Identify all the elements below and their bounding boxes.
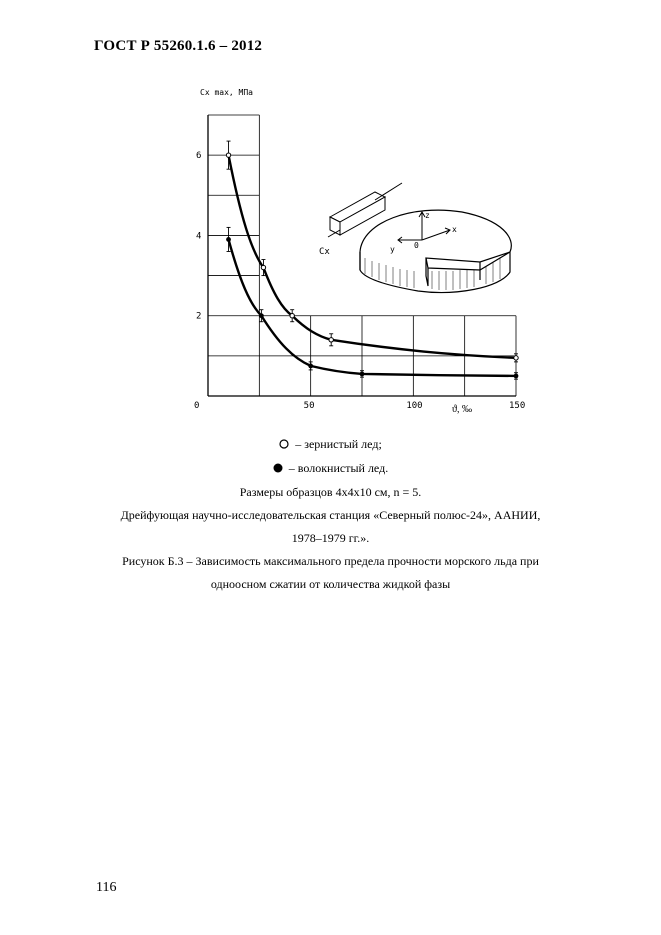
- figure-caption-line2: одноосном сжатии от количества жидкой фазы: [210, 577, 451, 591]
- x-tick-label: 100: [406, 401, 423, 411]
- data-point-open: [514, 356, 518, 360]
- legend-open-label: – зернистый лед;: [295, 437, 382, 451]
- inset-x-label: x: [452, 225, 457, 234]
- chart-svg: [180, 80, 530, 420]
- data-point-filled: [226, 237, 231, 242]
- data-point-open: [261, 265, 265, 269]
- inset-cx-label: Cx: [319, 247, 330, 257]
- figure-caption-line1: Рисунок Б.3 – Зависимость максимального предела прочности морского льда при: [122, 554, 539, 568]
- data-point-open: [226, 153, 230, 157]
- data-point-open: [290, 314, 294, 318]
- legend-open: [0, 437, 661, 453]
- document-header: ГОСТ Р 55260.1.6 – 2012: [94, 38, 263, 54]
- data-point-filled: [360, 372, 365, 377]
- y-tick-label: 6: [196, 151, 202, 162]
- x-axis-label: ϑ, ‰: [452, 404, 472, 415]
- inset-z-label: z: [425, 211, 430, 220]
- caption-station-line1: Дрейфующая научно-исследовательская станция «Северный полюс-24», ААНИИ,: [120, 508, 541, 522]
- legend-filled-label: – волокнистый лед.: [288, 461, 389, 475]
- strength-chart: [180, 80, 530, 420]
- x-tick-label: 150: [509, 401, 526, 411]
- y-tick-label: 2: [196, 311, 202, 322]
- x-tick-label: 0: [194, 401, 200, 411]
- ice-disk-sketch: [360, 210, 511, 292]
- data-point-filled: [259, 313, 264, 318]
- filled-circle-icon: [273, 462, 283, 477]
- legend-filled: [0, 461, 661, 477]
- data-point-filled: [308, 363, 313, 368]
- page-number: 116: [96, 880, 117, 895]
- data-point-open: [329, 338, 333, 342]
- inset-y-label: y: [390, 245, 395, 254]
- x-tick-label: 50: [303, 401, 315, 411]
- inset-origin-label: 0: [414, 241, 419, 250]
- y-tick-label: 4: [196, 231, 202, 242]
- data-point-filled: [514, 374, 519, 379]
- caption-station-line2: 1978–1979 гг.».: [291, 531, 370, 545]
- y-axis-label: Cx max, МПа: [200, 88, 253, 97]
- open-circle-icon: [279, 438, 289, 453]
- caption-sizes: Размеры образцов 4х4х10 см, n = 5.: [239, 485, 422, 499]
